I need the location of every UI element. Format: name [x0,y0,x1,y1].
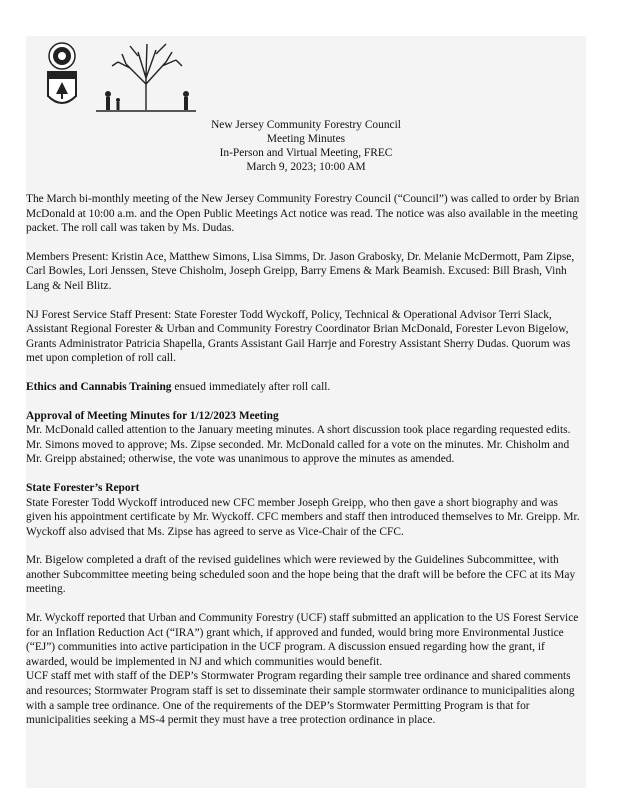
council-name: New Jersey Community Forestry Council [211,119,401,131]
meeting-date: March 9, 2023; 10:00 AM [246,161,366,173]
nj-seal-logo [49,43,75,69]
intro-paragraph: The March bi-monthly meeting of the New Jersey Community Forestry Council (“Council”) was called to order by Brian McDonald at 10:00 a.m. and the Open Public Meetings Act notice was read. The notice was also available in the meeting packet. The roll call was taken by Ms. Dudas. [26,193,580,235]
document-header [26,118,586,174]
forester-report-heading: State Forester’s Report [26,481,140,494]
staff-paragraph: NJ Forest Service Staff Present: State Forester Todd Wyckoff, Policy, Technical & Operational Advisor Terri Slack, Assistant Regional Forester & Urban and Community Forestry Coordinator Brian McDonald, Forester Levon Bigelow, Grants Administrator Patricia Shapella, Grants Assistant Gail Harrje and Forestry Assistant Sherry Dudas. Quorum was met upon completion of roll call. [26,308,571,365]
ethics-heading: Ethics and Cannabis Training [26,380,172,393]
forest-service-shield-logo [48,72,76,103]
meeting-location: In-Person and Virtual Meeting, FREC [219,147,393,159]
approval-paragraph: Mr. McDonald called attention to the January meeting minutes. A short discussion took place regarding requested edits. Mr. Simons moved to approve; Ms. Zipse seconded. Mr. McDonald called for a vote on the minutes. Mr. Chisholm and Mr. Greipp abstained; otherwise, the vote was unanimous to approve the minutes as amended. [26,424,571,466]
ethics-text: ensued immediately after roll call. [171,380,331,393]
logo-group [26,36,226,126]
ethics-paragraph [26,380,586,395]
people-silhouette-icon [105,91,189,110]
document-type: Meeting Minutes [266,133,346,145]
forester-paragraph-3: Mr. Wyckoff reported that Urban and Community Forestry (UCF) staff submitted an application to the US Forest Service for an Inflation Reduction Act (“IRA”) grant which, if approved and funded, would bring more Environmental Justice (“EJ”) communities into active participation in the UCF program. A discussion ensued regarding how the grant, if awarded, would be implemented in NJ and which communities would benefit. [26,612,579,668]
document-body [26,192,586,728]
members-paragraph: Members Present: Kristin Ace, Matthew Simons, Lisa Simms, Dr. Jason Grabosky, Dr. Melanie McDermott, Pam Zipse, Carl Bowles, Lori Jenssen, Steve Chisholm, Joseph Greipp, Barry Emens & Mark Beamish. Excused: Bill Brash, Vinh Lang & Neil Blitz. [26,250,575,292]
forester-paragraph-2: Mr. Bigelow completed a draft of the revised guidelines which were reviewed by the Guidelines Subcommittee, with another Subcommittee meeting being scheduled soon and the hope being that the draft will be before the CFC at its May meeting. [26,554,576,596]
document-page [26,36,586,788]
ucf-tree-logo [96,44,196,111]
approval-heading: Approval of Meeting Minutes for 1/12/2023 Meeting [26,409,279,422]
forester-paragraph-1: State Forester Todd Wyckoff introduced new CFC member Joseph Greipp, who then gave a short biography and was given his appointment certificate by Mr. Wyckoff. CFC members and staff then introduced themselves to Mr. Greipp. Mr. Wyckoff also advised that Ms. Zipse has agreed to serve as Vice-Chair of the CFC. [26,496,580,538]
forester-paragraph-4: UCF staff met with staff of the DEP’s Stormwater Program regarding their sample tree ordinance and shared comments and resources; Stormwater Program staff is set to disseminate their sample stormwater ordinance to municipalities along with a sample tree ordinance. One of the requirements of the DEP’s Stormwater Permitting Program is that for municipalities seeking a MS-4 permit they must have a tree protection ordinance in place. [26,670,575,727]
